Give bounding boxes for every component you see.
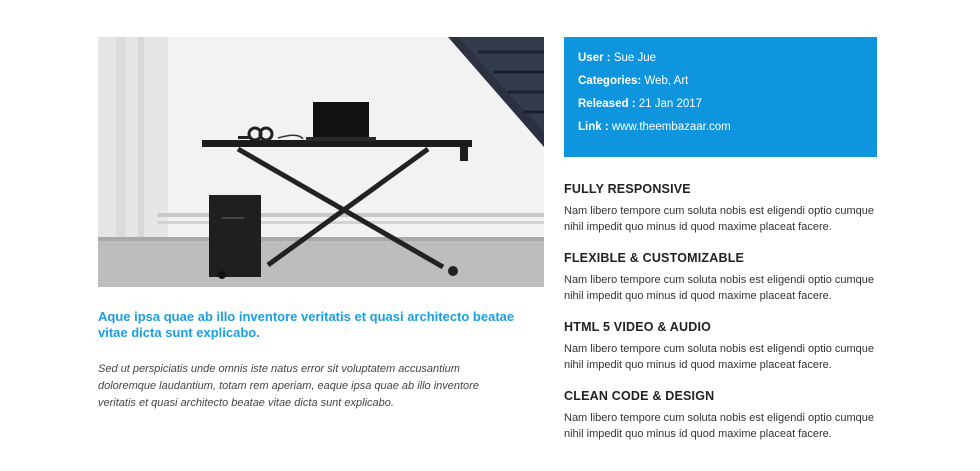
project-description: Sed ut perspiciatis unde omnis iste natus error sit voluptatem accusantium doloremque laudantium, totam rem aperiam, eaque ipsa quae ab illo inventore veritatis et quasi architecto beatae vitae dicta sunt explicabo. — [98, 363, 479, 409]
feature-title: HTML 5 VIDEO & AUDIO — [564, 320, 712, 334]
feature-text: Nam libero tempore cum soluta nobis est eligendi optio cumque nihil impedit quo minus id quod maxime placeat facere. — [564, 343, 874, 371]
info-link-value[interactable]: www.theembazaar.com — [611, 121, 731, 133]
project-info-box — [564, 37, 877, 157]
info-categories-row — [578, 74, 863, 97]
info-user-label: User : — [578, 52, 611, 64]
desk-photo-illustration — [98, 37, 544, 287]
feature-title: FLEXIBLE & CUSTOMIZABLE — [564, 251, 745, 265]
project-photo — [98, 37, 544, 287]
info-link-row — [578, 120, 863, 143]
feature-text: Nam libero tempore cum soluta nobis est eligendi optio cumque nihil impedit quo minus id quod maxime placeat facere. — [564, 412, 874, 440]
feature-text: Nam libero tempore cum soluta nobis est eligendi optio cumque nihil impedit quo minus id quod maxime placeat facere. — [564, 274, 874, 302]
feature-item — [564, 181, 877, 235]
info-released-value: 21 Jan 2017 — [638, 98, 703, 110]
feature-item — [564, 388, 877, 442]
info-categories-value[interactable]: Web, Art — [644, 75, 689, 87]
feature-item — [564, 250, 877, 304]
feature-item — [564, 319, 877, 373]
info-user-value: Sue Jue — [613, 52, 657, 64]
feature-title: FULLY RESPONSIVE — [564, 182, 691, 196]
info-link-label: Link : — [578, 121, 609, 133]
project-right-column — [564, 37, 877, 442]
feature-title: CLEAN CODE & DESIGN — [564, 389, 715, 403]
project-lead-text: Aque ipsa quae ab illo inventore veritatis et quasi architecto beatae vitae dicta sunt explicabo. — [98, 309, 515, 340]
project-left-column — [98, 37, 544, 412]
feature-text: Nam libero tempore cum soluta nobis est eligendi optio cumque nihil impedit quo minus id quod maxime placeat facere. — [564, 205, 874, 233]
info-released-label: Released : — [578, 98, 636, 110]
info-user-row — [578, 51, 863, 74]
info-released-row — [578, 97, 863, 120]
info-categories-label: Categories: — [578, 75, 642, 87]
